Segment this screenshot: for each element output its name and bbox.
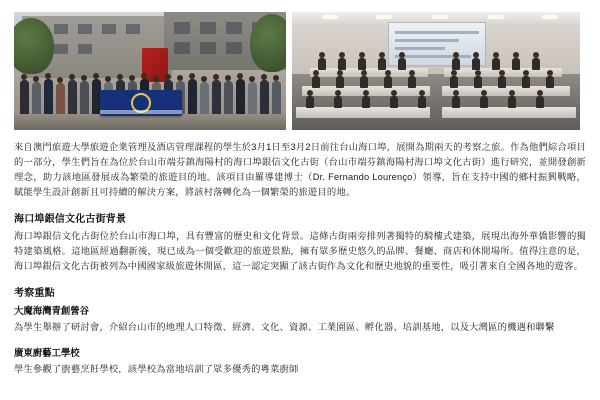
section-body-background: 海口埠銀信文化古街位於台山市海口埠，具有豐富的歷史和文化背景。這條古街兩旁排列著獨特的騎樓式建築，展現出海外華僑影響的獨特建築風格。這地區經過翻新後，現已成為一個受歡迎的旅遊景點，擁有眾多歷史悠久的品牌、餐廳、商店和休閒場所。值得注意的是，海口埠銀信文化古街被列為中國國家級旅遊休閒區，這一認定突顯了該古街作為文化和歷史地貌的重要性，吸引著來自全國各地的遊客。 [14, 231, 586, 272]
highlight-title-2: 廣東廚藝工學校 [14, 347, 80, 359]
intro-paragraph: 來自澳門旅遊大學旅遊企業管理及酒店管理課程的學生於3月1日至3月2日前往台山海口埠，展開為期兩天的考察之旅。作為他們綜合項目的一部分，學生們旨在為位於台山市端芬鎮海陽村的海口埠銀信文化古街（台山市端芬鎮海陽村海口埠文化古街）進行研究，並開發創新理念，助力該地區發展成為繁榮的旅遊目的地。該項目由羅導建博士（Dr. Fernando Lourenço）領導，旨在支持中國的鄉村振興戰略，賦能學生設計創新且可持續的解決方案，將該村落轉化為一個繁榮的旅遊目的地。 [14, 142, 586, 198]
section-heading-highlights: 考察重點 [14, 288, 55, 300]
highlight-body-1: 為學生舉辦了研討會，介紹台山市的地理人口特徵、經濟、文化、資源、工業園區、孵化器、培訓基地，以及大灣區的機遇和聯繫 [14, 322, 555, 333]
highlight-title-1: 大魔海灣青創營谷 [14, 305, 90, 317]
seminar-hall-conference-photo [292, 12, 580, 130]
highlight-body-2: 學生參觀了廚藝烹飪學校，該學校為當地培訓了眾多優秀的粵菜廚師 [14, 364, 299, 375]
photo-strip [0, 0, 600, 130]
photo-blue-banner [100, 90, 182, 116]
photo-banner-caption [100, 110, 182, 114]
article-body [0, 130, 600, 377]
group-photo-in-front-of-building [14, 12, 286, 130]
section-heading-background: 海口埠銀信文化古街背景 [14, 214, 127, 226]
